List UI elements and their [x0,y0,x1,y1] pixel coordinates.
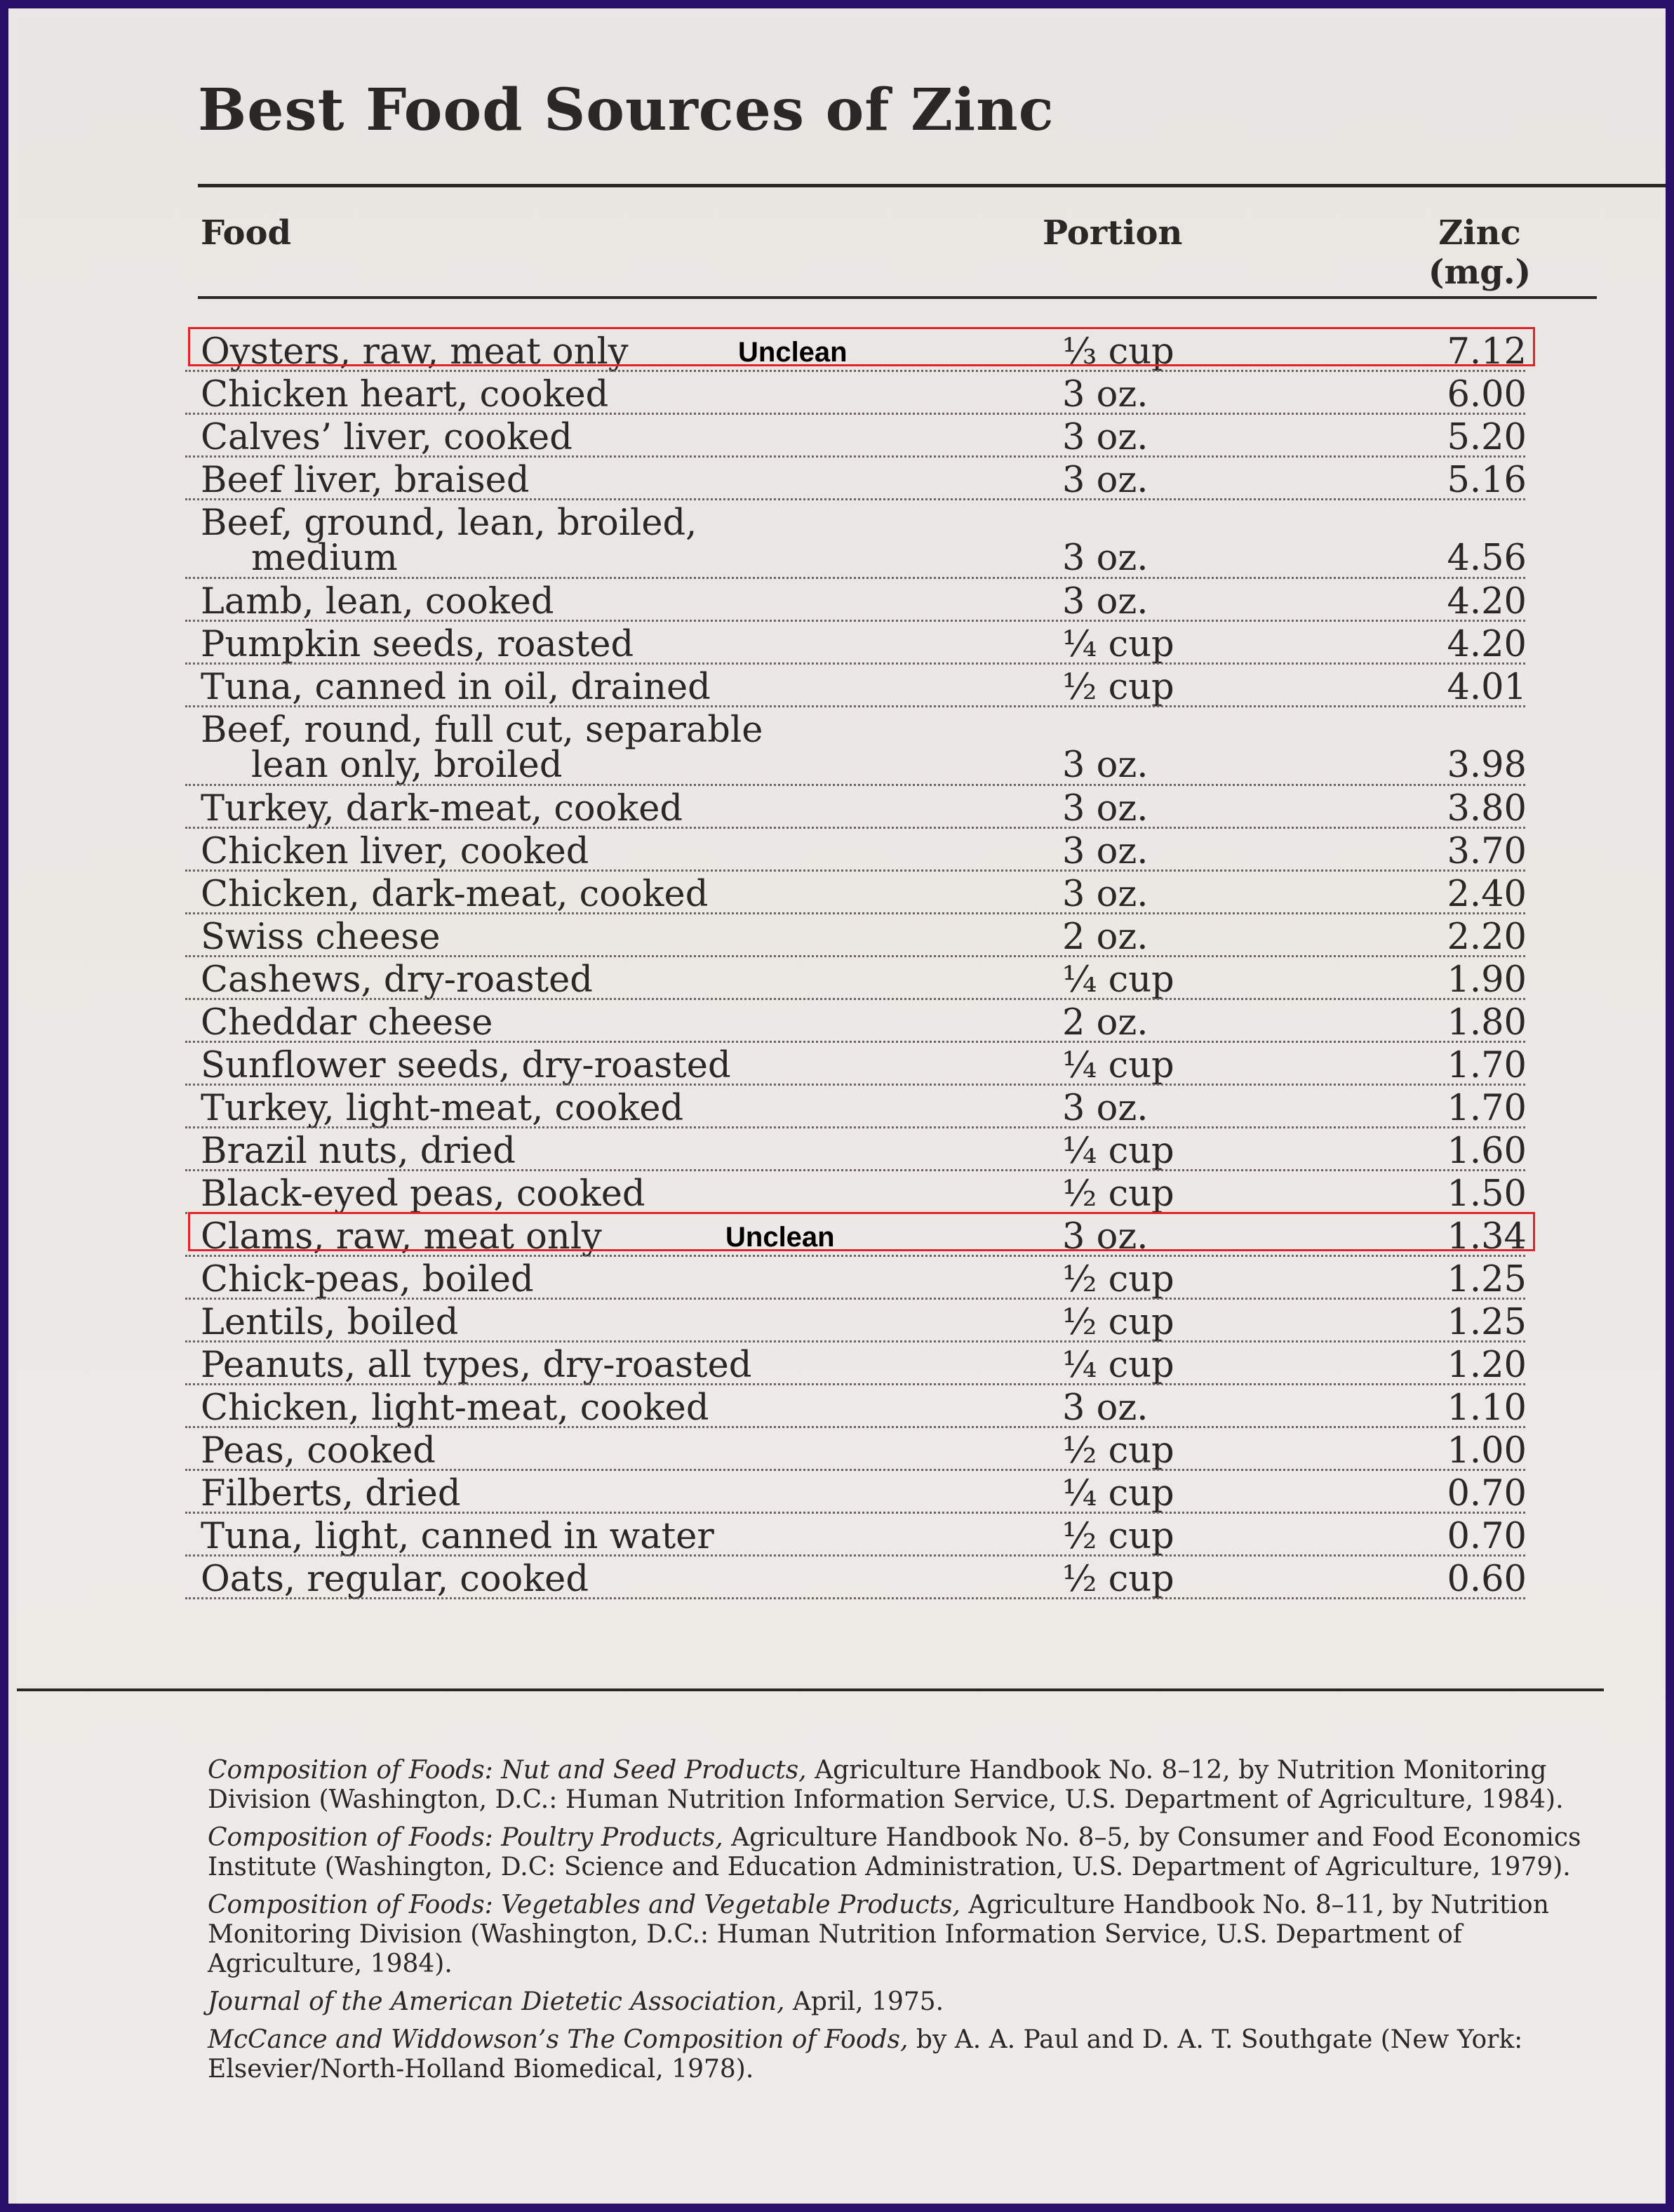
reference-details: Agriculture Handbook No. 8–11, by Nutrition Monitoring Division (Washington, D.C.: Human Nutrition Information Service, U.S. Department of Agriculture, 1984). [208,1891,1549,1978]
portion-value: ¼ cup [1062,959,1174,1001]
food-name: Chicken, dark-meat, cooked [201,874,709,915]
zinc-value: 1.90 [1447,959,1527,1001]
zinc-value: 1.34 [1447,1216,1527,1258]
food-name: Turkey, light-meat, cooked [201,1088,684,1129]
row-separator [185,1512,1525,1514]
table-row [17,1516,1674,1559]
portion-value: ⅓ cup [1062,331,1174,373]
food-name: Swiss cheese [201,917,441,958]
food-name: Chick-peas, boiled [201,1259,534,1300]
portion-value: ½ cup [1062,1259,1174,1300]
food-name: Clams, raw, meat only [201,1216,602,1258]
zinc-value: 1.00 [1447,1430,1527,1472]
row-separator [185,705,1525,707]
zinc-value: 1.70 [1447,1088,1527,1129]
table-row [17,1045,1674,1088]
portion-value: 3 oz. [1062,1216,1149,1258]
portion-value: 3 oz. [1062,374,1149,415]
row-separator [185,1469,1525,1471]
food-name: Lamb, lean, cooked [201,581,554,622]
footer-rule [17,1688,1604,1691]
portion-value: 2 oz. [1062,917,1149,958]
book-page [17,17,1674,2212]
table-row [17,1345,1674,1387]
portion-value: 3 oz. [1062,831,1149,872]
highlight-box [188,327,1535,366]
table-row [17,1473,1674,1516]
food-name: Lentils, boiled [201,1302,459,1343]
reference-title: Composition of Foods: Poultry Products, [208,1823,723,1852]
row-separator [185,370,1525,372]
table-row [17,1430,1674,1473]
reference-title: McCance and Widdowson’s The Composition of Foods, [208,2025,909,2054]
header-rule [198,296,1597,299]
portion-value: ¼ cup [1062,1473,1174,1514]
row-separator [185,620,1525,622]
zinc-value: 1.25 [1447,1259,1527,1300]
food-name: Cheddar cheese [201,1002,493,1044]
row-separator [185,998,1525,1000]
row-separator [185,455,1525,458]
row-separator [185,1597,1525,1599]
zinc-value: 1.50 [1447,1173,1527,1215]
food-name: Peanuts, all types, dry-roasted [201,1345,752,1386]
food-name: Black-eyed peas, cooked [201,1173,645,1215]
highlight-box [188,1212,1535,1251]
table-row [17,1559,1674,1601]
row-separator [185,1084,1525,1086]
zinc-value: 3.80 [1447,788,1527,830]
portion-value: ¼ cup [1062,1131,1174,1172]
table-row [17,331,1674,374]
row-separator [185,1041,1525,1043]
zinc-value: 1.20 [1447,1345,1527,1386]
zinc-value: 1.60 [1447,1131,1527,1172]
row-separator [185,1169,1525,1171]
portion-value: 3 oz. [1062,874,1149,915]
reference-details: by A. A. Paul and D. A. T. Southgate (New York: Elsevier/North-Holland Biomedical, 1978). [208,2025,1523,2084]
zinc-value: 0.60 [1447,1559,1527,1600]
row-separator [185,955,1525,957]
food-name: Oats, regular, cooked [201,1559,589,1600]
reference-title: Composition of Foods: Nut and Seed Products, [208,1756,807,1785]
food-name: Calves’ liver, cooked [201,417,572,458]
row-separator [185,912,1525,914]
reference-entry [208,1756,1604,1815]
page-title: Best Food Sources of Zinc [198,76,1054,144]
portion-value: ½ cup [1062,1516,1174,1557]
food-name: Peas, cooked [201,1430,436,1472]
zinc-value: 1.25 [1447,1302,1527,1343]
references [208,1756,1604,2093]
zinc-value: 4.56 [1447,538,1527,579]
row-separator [185,1554,1525,1557]
food-name: Tuna, light, canned in water [201,1516,714,1557]
reference-entry [208,1987,1604,2017]
zinc-value: 4.20 [1447,581,1527,622]
unclean-note: Unclean [738,337,848,368]
portion-value: 2 oz. [1062,1002,1149,1044]
column-header-zinc-name: Zinc [1438,213,1521,253]
column-header-food: Food [201,213,292,253]
food-name: Beef, round, full cut, separable [201,709,763,751]
food-name: Cashews, dry-roasted [201,959,593,1001]
table-row [17,1131,1674,1173]
table-row [17,874,1674,917]
zinc-value: 1.70 [1447,1045,1527,1086]
portion-value: 3 oz. [1062,788,1149,830]
food-name: Chicken, light-meat, cooked [201,1387,709,1429]
row-separator [185,498,1525,500]
food-name: Oysters, raw, meat only [201,331,629,373]
table-row [17,1173,1674,1216]
food-name: Brazil nuts, dried [201,1131,516,1172]
zinc-value: 3.70 [1447,831,1527,872]
portion-value: ¼ cup [1062,1345,1174,1386]
portion-value: 3 oz. [1062,1387,1149,1429]
food-name-continued: lean only, broiled [251,745,563,786]
portion-value: ¼ cup [1062,624,1174,665]
reference-entry [208,1891,1604,1979]
unclean-note: Unclean [725,1222,835,1253]
table-row [17,417,1674,460]
table-row [17,1216,1674,1259]
row-separator [185,1255,1525,1257]
table-row [17,1302,1674,1345]
zinc-value: 0.70 [1447,1473,1527,1514]
row-separator [185,413,1525,415]
portion-value: ½ cup [1062,667,1174,708]
row-separator [185,1298,1525,1300]
title-rule [198,184,1674,187]
zinc-value: 0.70 [1447,1516,1527,1557]
portion-value: 3 oz. [1062,745,1149,786]
zinc-value: 3.98 [1447,745,1527,786]
zinc-value: 5.16 [1447,460,1527,501]
portion-value: 3 oz. [1062,1088,1149,1129]
food-name: Beef liver, braised [201,460,530,501]
zinc-value: 2.20 [1447,917,1527,958]
food-name: Filberts, dried [201,1473,461,1514]
row-separator [185,1340,1525,1342]
zinc-value: 2.40 [1447,874,1527,915]
row-separator [185,1383,1525,1385]
food-name: Chicken heart, cooked [201,374,609,415]
food-name: Turkey, dark-meat, cooked [201,788,683,830]
table-row [17,374,1674,417]
table-row [17,667,1674,709]
zinc-value: 7.12 [1447,331,1527,373]
row-separator [185,784,1525,786]
row-separator [185,1426,1525,1428]
reference-entry [208,1823,1604,1882]
zinc-value: 5.20 [1447,417,1527,458]
portion-value: 3 oz. [1062,538,1149,579]
table-row [17,502,1674,581]
table-row [17,788,1674,831]
column-header-portion: Portion [1043,213,1183,253]
food-name: Pumpkin seeds, roasted [201,624,634,665]
table-row [17,624,1674,667]
food-name: Tuna, canned in oil, drained [201,667,711,708]
table-row [17,917,1674,959]
table-row [17,709,1674,788]
reference-details: April, 1975. [784,1987,944,2016]
table-row [17,1002,1674,1045]
zinc-value: 1.10 [1447,1387,1527,1429]
table-row [17,959,1674,1002]
zinc-value: 4.01 [1447,667,1527,708]
portion-value: ½ cup [1062,1430,1174,1472]
row-separator [185,662,1525,665]
reference-entry [208,2025,1604,2084]
row-separator [185,577,1525,579]
food-name: Chicken liver, cooked [201,831,589,872]
zinc-value: 6.00 [1447,374,1527,415]
portion-value: ½ cup [1062,1559,1174,1600]
reference-title: Composition of Foods: Vegetables and Vegetable Products, [208,1891,960,1919]
portion-value: 3 oz. [1062,417,1149,458]
food-name: Beef, ground, lean, broiled, [201,502,697,544]
zinc-value: 1.80 [1447,1002,1527,1044]
food-name: Sunflower seeds, dry-roasted [201,1045,731,1086]
food-name-continued: medium [251,538,398,579]
table-row [17,1088,1674,1131]
reference-title: Journal of the American Dietetic Association, [208,1987,785,2016]
table-row [17,460,1674,502]
table-row [17,581,1674,624]
portion-value: 3 oz. [1062,460,1149,501]
table-row [17,831,1674,874]
row-separator [185,827,1525,829]
table-row [17,1387,1674,1430]
zinc-value: 4.20 [1447,624,1527,665]
portion-value: ½ cup [1062,1302,1174,1343]
column-header-zinc-unit: (mg.) [1428,253,1532,292]
portion-value: ¼ cup [1062,1045,1174,1086]
table-row [17,1259,1674,1302]
reference-details: Agriculture Handbook No. 8–5, by Consumer and Food Economics Institute (Washington, D.C: Science and Education Administration, U.S. Department of Agriculture, 1979). [208,1823,1581,1881]
row-separator [185,870,1525,872]
row-separator [185,1126,1525,1128]
reference-details: Agriculture Handbook No. 8–12, by Nutrition Monitoring Division (Washington, D.C.: Human Nutrition Information Service, U.S. Department of Agriculture, 1984). [208,1756,1564,1814]
column-header-zinc [1420,213,1539,292]
portion-value: ½ cup [1062,1173,1174,1215]
portion-value: 3 oz. [1062,581,1149,622]
